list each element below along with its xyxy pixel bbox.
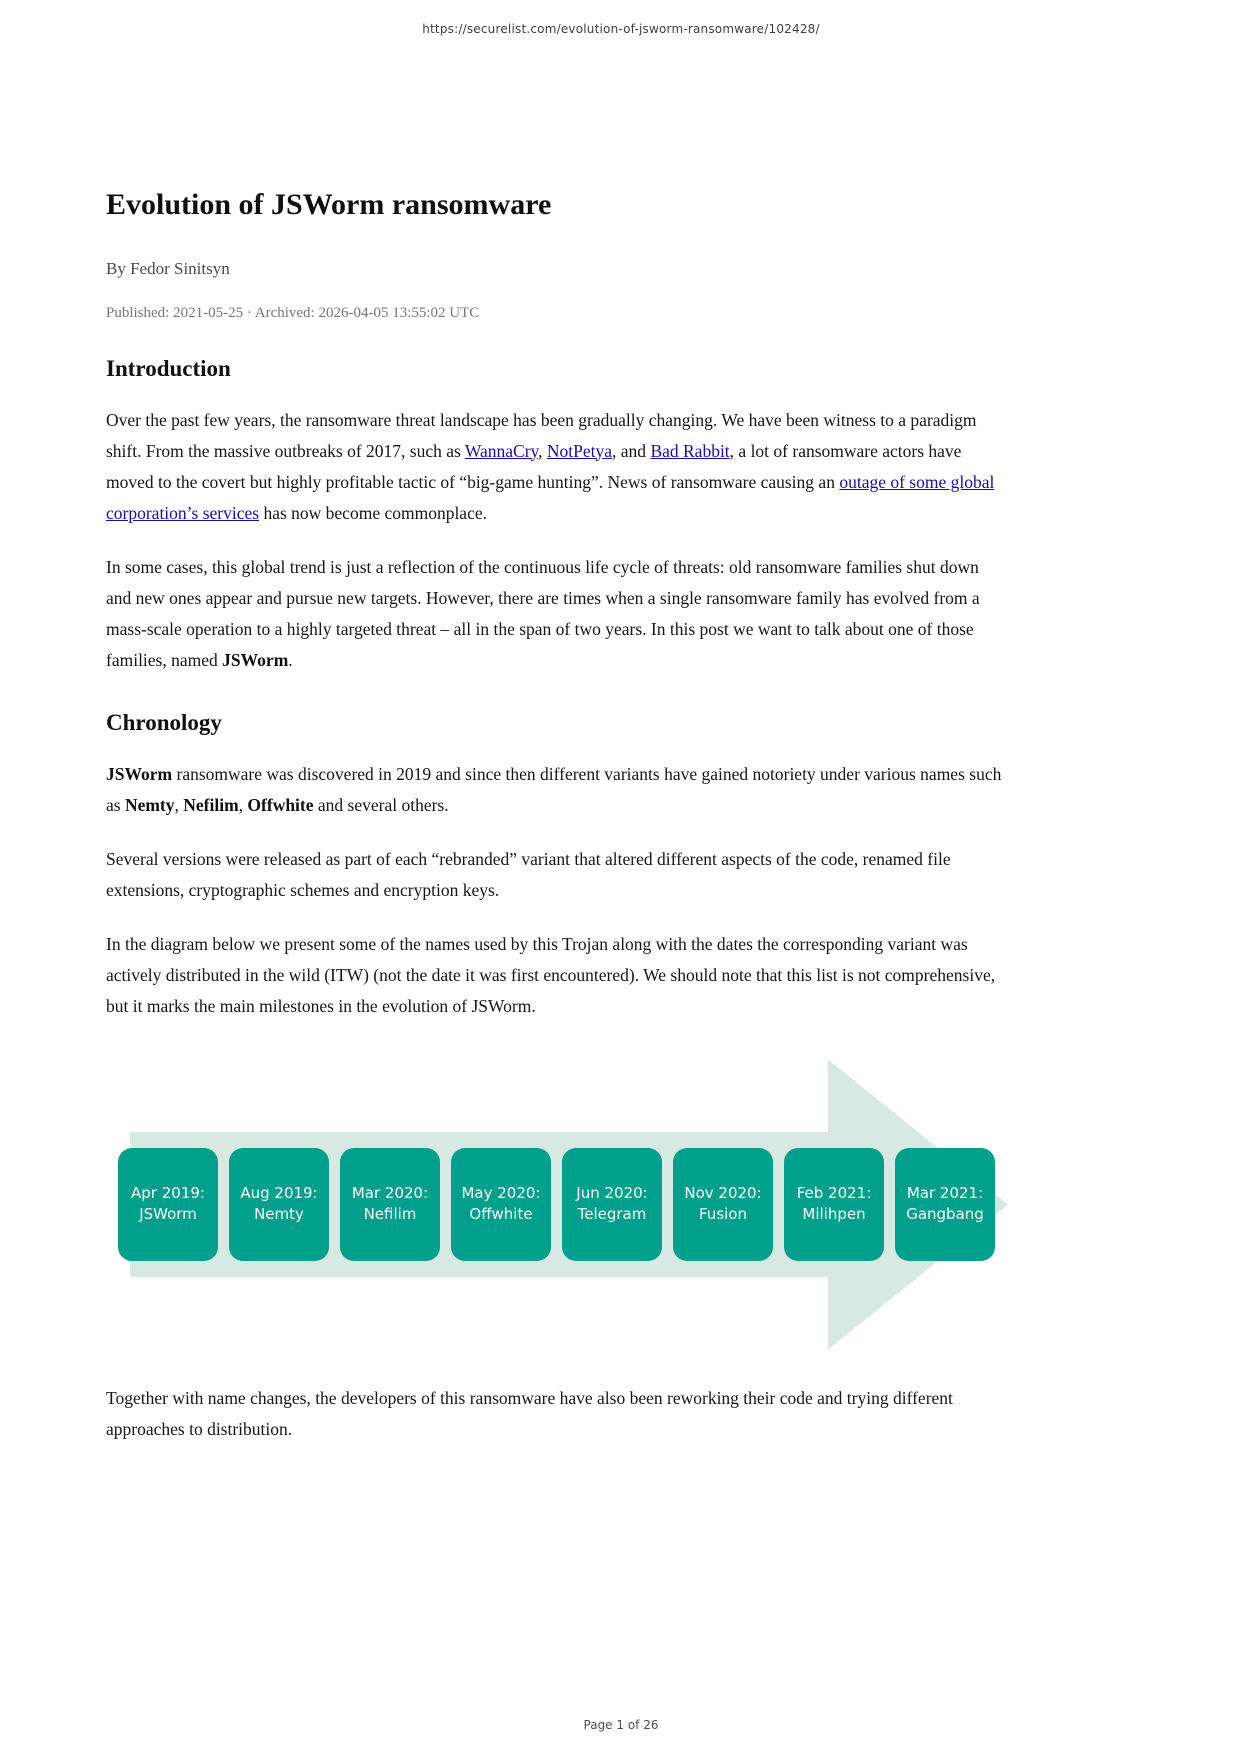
timeline-boxes — [118, 1148, 995, 1261]
timeline-diagram — [106, 1060, 1003, 1360]
timeline-item-name: Gangbang — [906, 1205, 984, 1223]
timeline-item-date: Feb 2021: — [796, 1184, 872, 1202]
inline-link[interactable]: outage of some global corporation’s services — [106, 471, 995, 523]
publish-meta: Published: 2021-05-25 · Archived: 2026-04-05 13:55:02 UTC — [106, 304, 480, 321]
timeline-item-date: May 2020: — [461, 1184, 541, 1202]
timeline-item — [673, 1148, 773, 1261]
article-content — [106, 0, 1003, 1445]
timeline-item-name: JSWorm — [139, 1205, 197, 1223]
timeline-item — [340, 1148, 440, 1261]
timeline-item — [451, 1148, 551, 1261]
inline-link[interactable]: WannaCry — [464, 440, 539, 461]
timeline-item-name: Nemty — [254, 1205, 304, 1223]
paragraph-intro-1: Over the past few years, the ransomware threat landscape has been gradually changing. We have been witness to a paradigm shift. From the massive outbreaks of 2017, such as WannaCry, NotPetya, and Bad Rabbit, a lot of ransomware actors have moved to the covert but highly profitable tactic of “big-game hunting”. News of ransomware causing an outage of some global corporation’s services has now become commonplace. — [106, 409, 995, 523]
paragraph-chronology-4: Together with name changes, the developers of this ransomware have also been reworking their code and trying different approaches to distribution. — [106, 1387, 953, 1439]
timeline-item-name: Telegram — [577, 1205, 647, 1223]
inline-link[interactable]: NotPetya — [546, 440, 613, 461]
author-byline: By Fedor Sinitsyn — [106, 258, 230, 278]
timeline-item-name: Nefilim — [363, 1205, 417, 1223]
page-title: Evolution of JSWorm ransomware — [106, 188, 552, 221]
timeline-item — [784, 1148, 884, 1261]
print-url-header: https://securelist.com/evolution-of-jsworm-ransomware/102428/ — [422, 22, 820, 36]
section-heading-introduction: Introduction — [106, 355, 231, 381]
paragraph-chronology-2: Several versions were released as part of each “rebranded” variant that altered different aspects of the code, renamed file extensions, cryptographic schemes and encryption keys. — [106, 848, 951, 900]
bold-text: JSWorm — [106, 763, 173, 784]
timeline-item-name: Milihpen — [802, 1205, 866, 1223]
timeline-item-date: Apr 2019: — [131, 1184, 205, 1202]
paragraph-chronology-1: JSWorm ransomware was discovered in 2019 and since then different variants have gained notoriety under various names such as Nemty, Nefilim, Offwhite and several others. — [106, 763, 1002, 815]
bold-text: Nefilim — [183, 794, 239, 815]
timeline-item-date: Nov 2020: — [684, 1184, 762, 1202]
timeline-item — [895, 1148, 995, 1261]
timeline-item-date: Mar 2021: — [906, 1184, 984, 1202]
timeline-item-name: Fusion — [699, 1205, 747, 1223]
timeline-item — [562, 1148, 662, 1261]
bold-text: Nemty — [124, 794, 175, 815]
bold-text: Offwhite — [247, 794, 314, 815]
paragraph-intro-2: In some cases, this global trend is just a reflection of the continuous life cycle of threats: old ransomware families shut down and new ones appear and pursue new targets. However, there are times when a single ransomware family has evolved from a mass-scale operation to a highly targeted threat – all in the span of two years. In this post we want to talk about one of those families, named JSWorm. — [106, 556, 980, 670]
inline-link[interactable]: Bad Rabbit — [650, 440, 730, 461]
timeline-item-name: Offwhite — [469, 1205, 533, 1223]
timeline-item-date: Jun 2020: — [576, 1184, 648, 1202]
section-heading-chronology: Chronology — [106, 709, 222, 735]
timeline-item-date: Aug 2019: — [240, 1184, 318, 1202]
bold-text: JSWorm — [222, 649, 289, 670]
paragraph-chronology-3: In the diagram below we present some of the names used by this Trojan along with the dates the corresponding variant was actively distributed in the wild (ITW) (not the date it was first encountered). We should note that this list is not comprehensive, but it marks the main milestones in the evolution of JSWorm. — [106, 933, 996, 1016]
timeline-item — [229, 1148, 329, 1261]
page-footer: Page 1 of 26 — [583, 1718, 659, 1732]
timeline-item — [118, 1148, 218, 1261]
timeline-item-date: Mar 2020: — [351, 1184, 429, 1202]
